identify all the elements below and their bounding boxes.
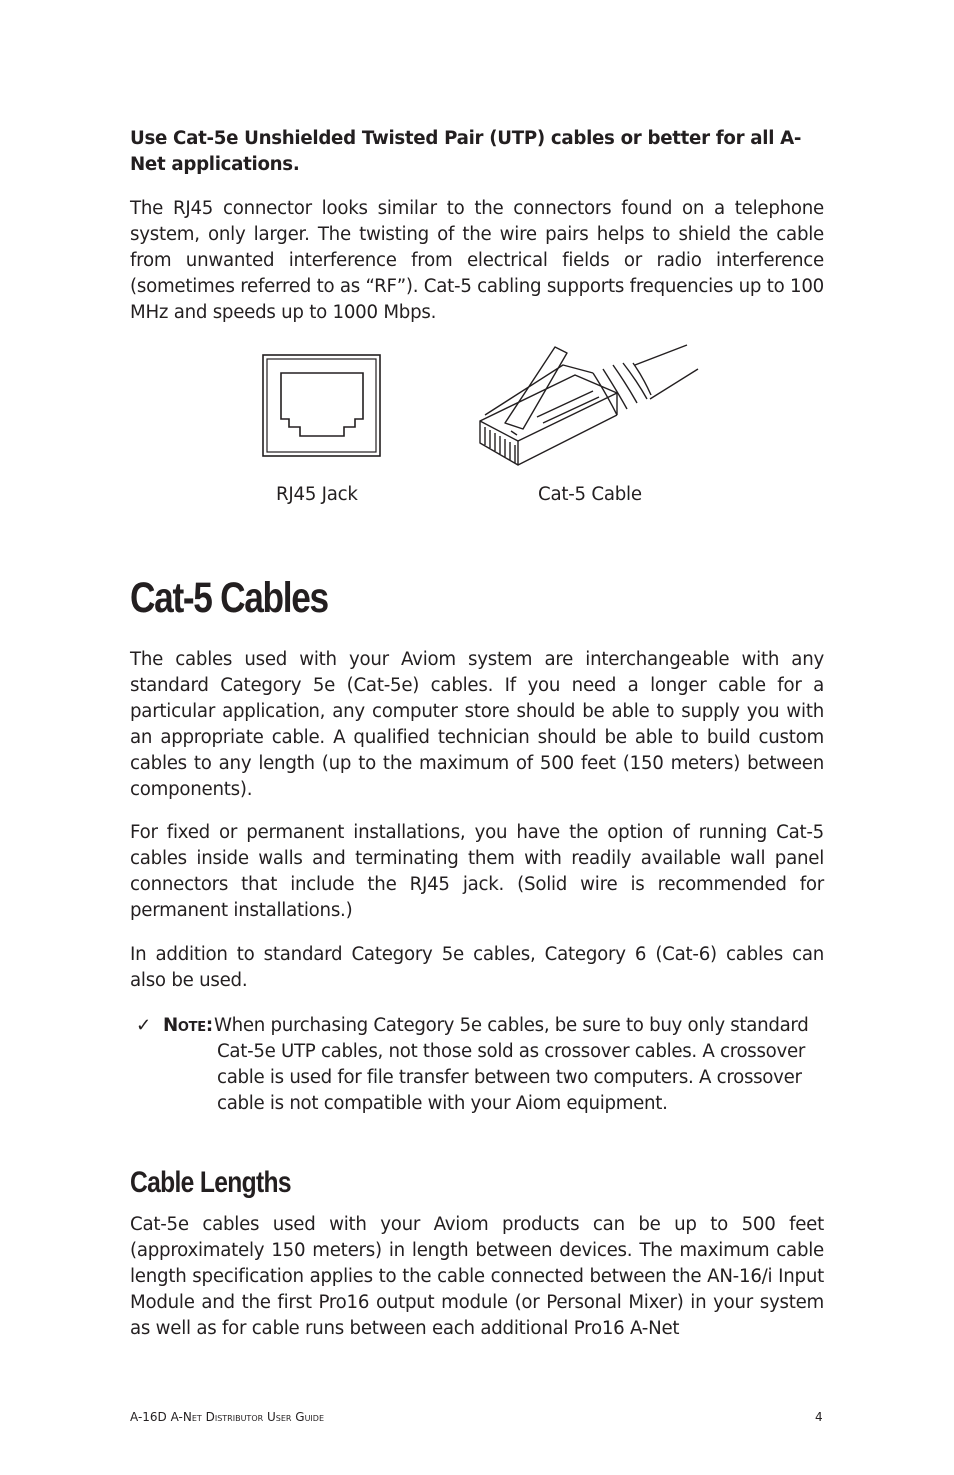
note-first-line: When purchasing Category 5e cables, be sure to buy only standard <box>214 1015 809 1036</box>
cat5-cable-illustration <box>475 343 705 475</box>
intro-paragraph: The RJ45 connector looks similar to the connectors found on a telephone system, only larger. The twisting of the wire pairs helps to shield the cable from unwanted interference from electrical fields or radio interference (sometimes referred to as “RF”). Cat-5 cabling supports frequencies up to 100 MHz and speeds up to 1000 Mbps. <box>130 198 824 323</box>
section-paragraph-1: The cables used with your Aviom system are interchangeable with any standard Category 5e (Cat-5e) cables. If you need a longer cable for a particular application, any computer store should be able to supply you with an appropriate cable. A qualified technician should be able to build custom cables to any length (up to the maximum of 500 feet (150 meters) between components). <box>130 649 824 800</box>
note-label: Note: <box>163 1015 213 1036</box>
rj45-jack-illustration <box>262 354 382 458</box>
section-paragraph-2: For fixed or permanent installations, you have the option of running Cat-5 cables inside walls and terminating them with readily available wall panel connectors that include the RJ45 jack. (Solid wire is recommended for permanent installations.) <box>130 822 824 921</box>
checkmark-icon: ✓ <box>136 1015 151 1036</box>
intro-bold-statement: Use Cat-5e Unshielded Twisted Pair (UTP) cables or better for all A-Net applications. <box>130 128 802 175</box>
subsection-paragraph: Cat-5e cables used with your Aviom products can be up to 500 feet (approximately 150 meters) in length between devices. The maximum cable length specification applies to the cable connected between the AN-16/i Input Module and the first Pro16 output module (or Personal Mixer) in your system as well as for cable runs between each additional Pro16 A-Net <box>130 1214 824 1339</box>
rj45-jack-caption: RJ45 Jack <box>276 484 358 505</box>
page-number: 4 <box>815 1410 823 1424</box>
section-title: Cat-5 Cables <box>130 574 328 622</box>
section-paragraph-3: In addition to standard Category 5e cables, Category 6 (Cat-6) cables can also be used. <box>130 944 824 991</box>
note-body: Cat-5e UTP cables, not those sold as crossover cables. A crossover cable is used for file transfer between two computers. A crossover cable is not compatible with your Aiom equipment. <box>217 1041 806 1114</box>
subsection-title: Cable Lengths <box>130 1166 291 1199</box>
note-block <box>130 1013 830 1117</box>
cat5-cable-caption: Cat-5 Cable <box>538 484 642 505</box>
footer-title: A-16D A-Net Distributor User Guide <box>130 1410 325 1424</box>
